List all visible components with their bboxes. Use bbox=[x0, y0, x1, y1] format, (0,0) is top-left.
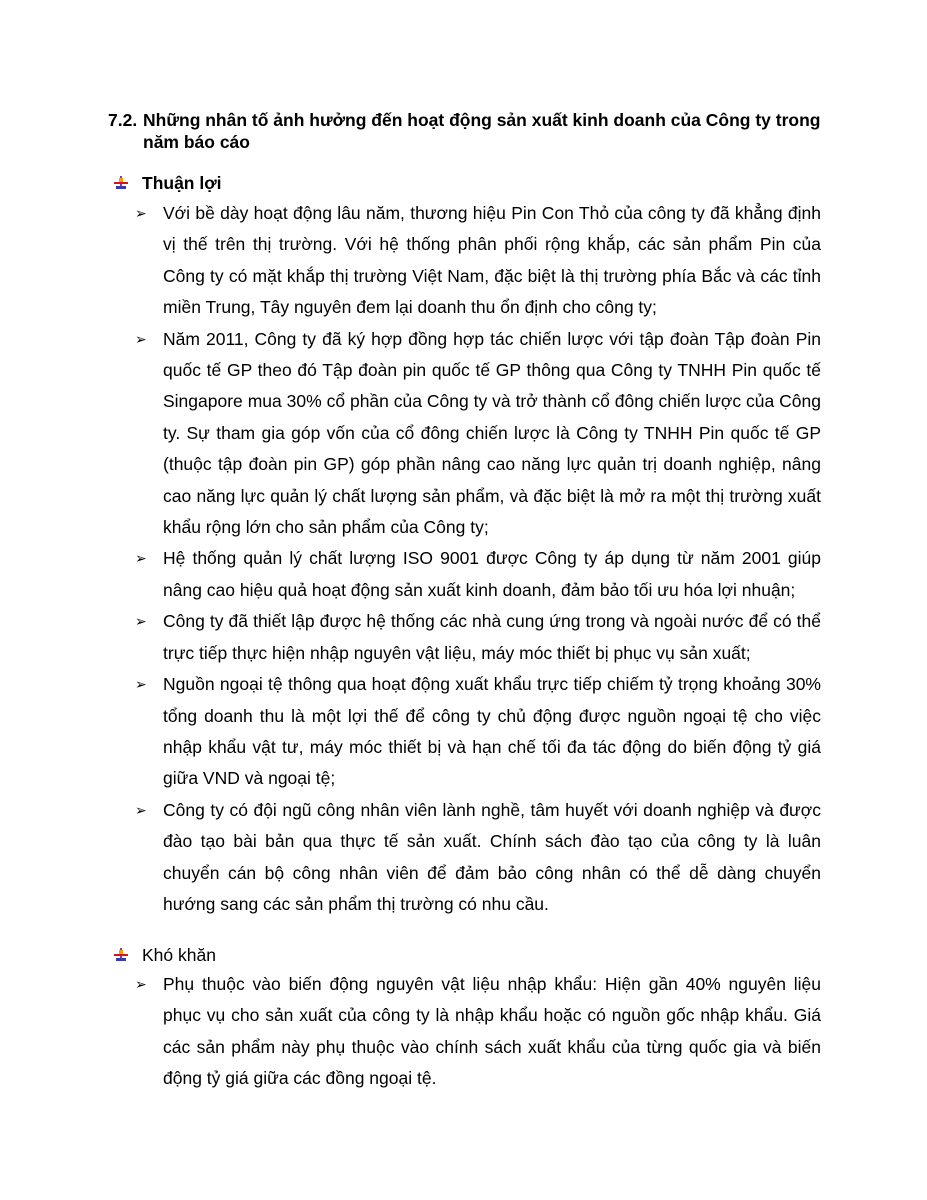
section-heading bbox=[108, 109, 848, 153]
list-item bbox=[131, 606, 821, 669]
list-item bbox=[131, 795, 821, 921]
arrow-bullet-icon: ➢ bbox=[135, 205, 147, 221]
list-item-text: Năm 2011, Công ty đã ký hợp đồng hợp tác chiến lược với tập đoàn Tập đoàn Pin quốc tế GP theo đó Tập đoàn pin quốc tế GP thông qua Công ty TNHH Pin quốc tế Singapore mua 30% cổ phần của Công ty và trở thành cổ đông chiến lược của Công ty. Sự tham gia góp vốn của cổ đông chiến lược là Công ty TNHH Pin quốc tế GP (thuộc tập đoàn pin GP) góp phần nâng cao năng lực quản trị doanh nghiệp, nâng cao năng lực quản lý chất lượng sản phẩm, và đặc biệt là mở ra một thị trường xuất khẩu rộng lớn cho sản phẩm của Công ty; bbox=[163, 328, 821, 538]
list-item bbox=[131, 324, 821, 544]
list-item-text: Hệ thống quản lý chất lượng ISO 9001 được Công ty áp dụng từ năm 2001 giúp nâng cao hiệu quả hoạt động sản xuất kinh doanh, đảm bảo tối ưu hóa lợi nhuận; bbox=[163, 548, 821, 600]
list-item bbox=[131, 969, 821, 1095]
advantages-heading bbox=[114, 172, 222, 194]
list-item-text: Phụ thuộc vào biến động nguyên vật liệu nhập khẩu: Hiện gần 40% nguyên liệu phục vụ cho sản xuất của công ty là nhập khẩu hoặc có nguồn gốc nhập khẩu. Giá các sản phẩm này phụ thuộc vào chính sách xuất khẩu của từng quốc gia và biến động tỷ giá giữa các đồng ngoại tệ. bbox=[163, 974, 821, 1089]
list-item bbox=[131, 669, 821, 795]
difficulties-heading bbox=[114, 944, 216, 966]
advantages-title: Thuận lợi bbox=[142, 173, 222, 193]
difficulties-title: Khó khăn bbox=[142, 945, 216, 965]
section-title: Những nhân tố ảnh hưởng đến hoạt động sản xuất kinh doanh của Công ty trong năm báo cáo bbox=[143, 110, 821, 152]
list-item bbox=[131, 543, 821, 606]
advantages-list bbox=[131, 198, 821, 920]
arrow-bullet-icon: ➢ bbox=[135, 330, 147, 347]
list-item-text: Với bề dày hoạt động lâu năm, thương hiệu Pin Con Thỏ của công ty đã khẳng định vị thế trên thị trường. Với hệ thống phân phối rộng khắp, các sản phẩm Pin của Công ty có mặt khắp thị trường Việt Nam, đặc biệt là thị trường phía Bắc và các tỉnh miền Trung, Tây nguyên đem lại doanh thu ổn định cho công ty; bbox=[163, 203, 821, 318]
arrow-bullet-icon: ➢ bbox=[135, 676, 147, 693]
difficulties-list bbox=[131, 969, 821, 1095]
arrow-bullet-icon: ➢ bbox=[135, 550, 147, 567]
arrow-bullet-icon: ➢ bbox=[135, 613, 147, 630]
pushpin-icon bbox=[114, 948, 128, 962]
arrow-bullet-icon: ➢ bbox=[135, 801, 147, 818]
list-item-text: Nguồn ngoại tệ thông qua hoạt động xuất khẩu trực tiếp chiếm tỷ trọng khoảng 30% tổng doanh thu là một lợi thế để công ty chủ động được nguồn ngoại tệ cho việc nhập khẩu vật tư, máy móc thiết bị và hạn chế tối đa tác động do biến động tỷ giá giữa VND và ngoại tệ; bbox=[163, 674, 821, 789]
list-item-text: Công ty có đội ngũ công nhân viên lành nghề, tâm huyết với doanh nghiệp và được đào tạo bài bản qua thực tế sản xuất. Chính sách đào tạo của công ty là luân chuyển cán bộ công nhân viên để đảm bảo công nhân có thể dễ dàng chuyển hướng sang các sản phẩm thị trường có nhu cầu. bbox=[163, 799, 821, 914]
pushpin-icon bbox=[114, 176, 128, 190]
list-item bbox=[131, 198, 821, 324]
arrow-bullet-icon: ➢ bbox=[135, 976, 147, 992]
section-number: 7.2. bbox=[108, 110, 138, 130]
list-item-text: Công ty đã thiết lập được hệ thống các nhà cung ứng trong và ngoài nước để có thể trực tiếp thực hiện nhập nguyên vật liệu, máy móc thiết bị phục vụ sản xuất; bbox=[163, 611, 821, 663]
